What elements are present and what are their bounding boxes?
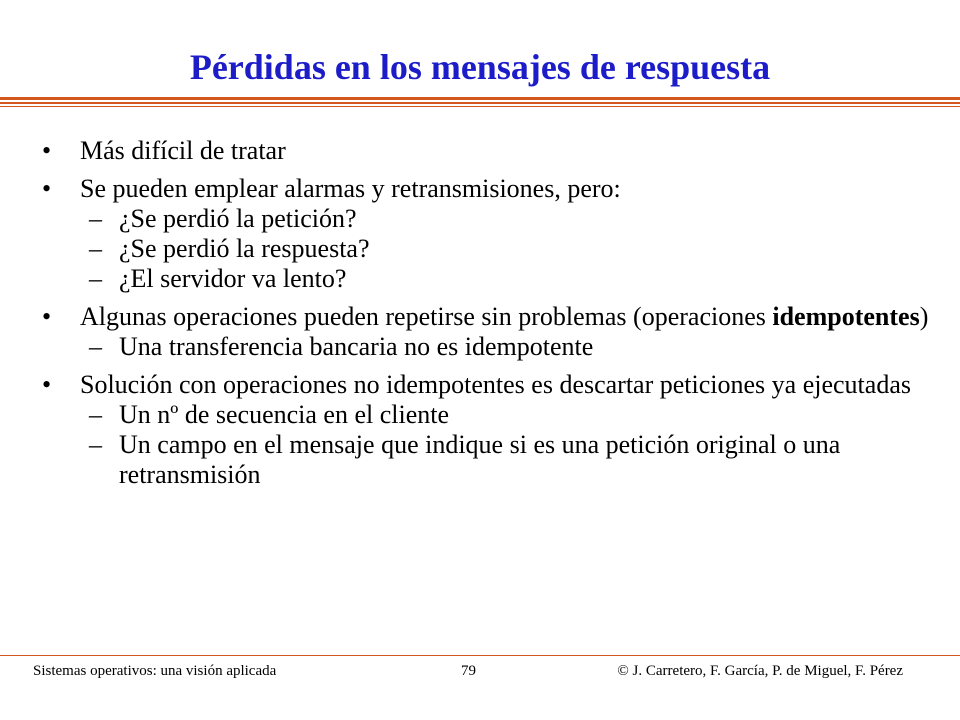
- title-underline-mid: [0, 102, 960, 104]
- bullet-item-3: [40, 302, 930, 332]
- sub-item: [40, 430, 930, 490]
- sub-text: ¿Se perdió la petición?: [119, 204, 357, 233]
- bullet-dot: •: [42, 136, 52, 165]
- title-underline-thin: [0, 106, 960, 107]
- bullet-item-4: [40, 370, 930, 400]
- footer-page-number: 79: [461, 663, 476, 679]
- bullet-text-part: ): [919, 302, 929, 331]
- bullet-text: Se pueden emplear alarmas y retransmisiones, pero:: [80, 174, 621, 203]
- sub-dash: –: [89, 400, 102, 429]
- bullet-text-part: Algunas operaciones pueden repetirse sin problemas (operaciones: [80, 302, 773, 331]
- sub-text: ¿El servidor va lento?: [119, 264, 347, 293]
- sub-dash: –: [89, 264, 102, 293]
- bullet-dot: •: [42, 174, 52, 203]
- slide-content: [40, 136, 930, 490]
- sublist: [40, 332, 930, 362]
- sub-item: [40, 332, 930, 362]
- sublist: [40, 204, 930, 294]
- title-underline: [0, 97, 960, 109]
- bullet-item-1: [40, 136, 930, 166]
- title-underline-thick: [0, 97, 960, 100]
- bullet-dot: •: [42, 302, 52, 331]
- sub-text: Un campo en el mensaje que indique si es una petición original o una retransmisión: [119, 430, 841, 489]
- bullet-text: [80, 302, 928, 331]
- bullet-text: Solución con operaciones no idempotentes es descartar peticiones ya ejecutadas: [80, 370, 911, 399]
- bullet-text: Más difícil de tratar: [80, 136, 286, 165]
- sub-item: [40, 204, 930, 234]
- footer-divider: [0, 655, 960, 656]
- sub-text: Una transferencia bancaria no es idempotente: [119, 332, 594, 361]
- sub-item: [40, 400, 930, 430]
- bold-term: idempotentes: [772, 302, 920, 331]
- sub-dash: –: [89, 204, 102, 233]
- sub-dash: –: [89, 332, 102, 361]
- bullet-item-2: [40, 174, 930, 204]
- sub-item: [40, 264, 930, 294]
- sub-dash: –: [89, 234, 102, 263]
- sub-text: ¿Se perdió la respuesta?: [119, 234, 370, 263]
- sublist: [40, 400, 930, 490]
- sub-item: [40, 234, 930, 264]
- bullet-dot: •: [42, 370, 52, 399]
- sub-dash: –: [89, 430, 102, 459]
- sub-text: Un nº de secuencia en el cliente: [119, 400, 450, 429]
- slide-title: Pérdidas en los mensajes de respuesta: [189, 47, 771, 87]
- footer-course-title: Sistemas operativos: una visión aplicada: [33, 663, 277, 679]
- footer-copyright: © J. Carretero, F. García, P. de Miguel, F. Pérez: [617, 663, 903, 679]
